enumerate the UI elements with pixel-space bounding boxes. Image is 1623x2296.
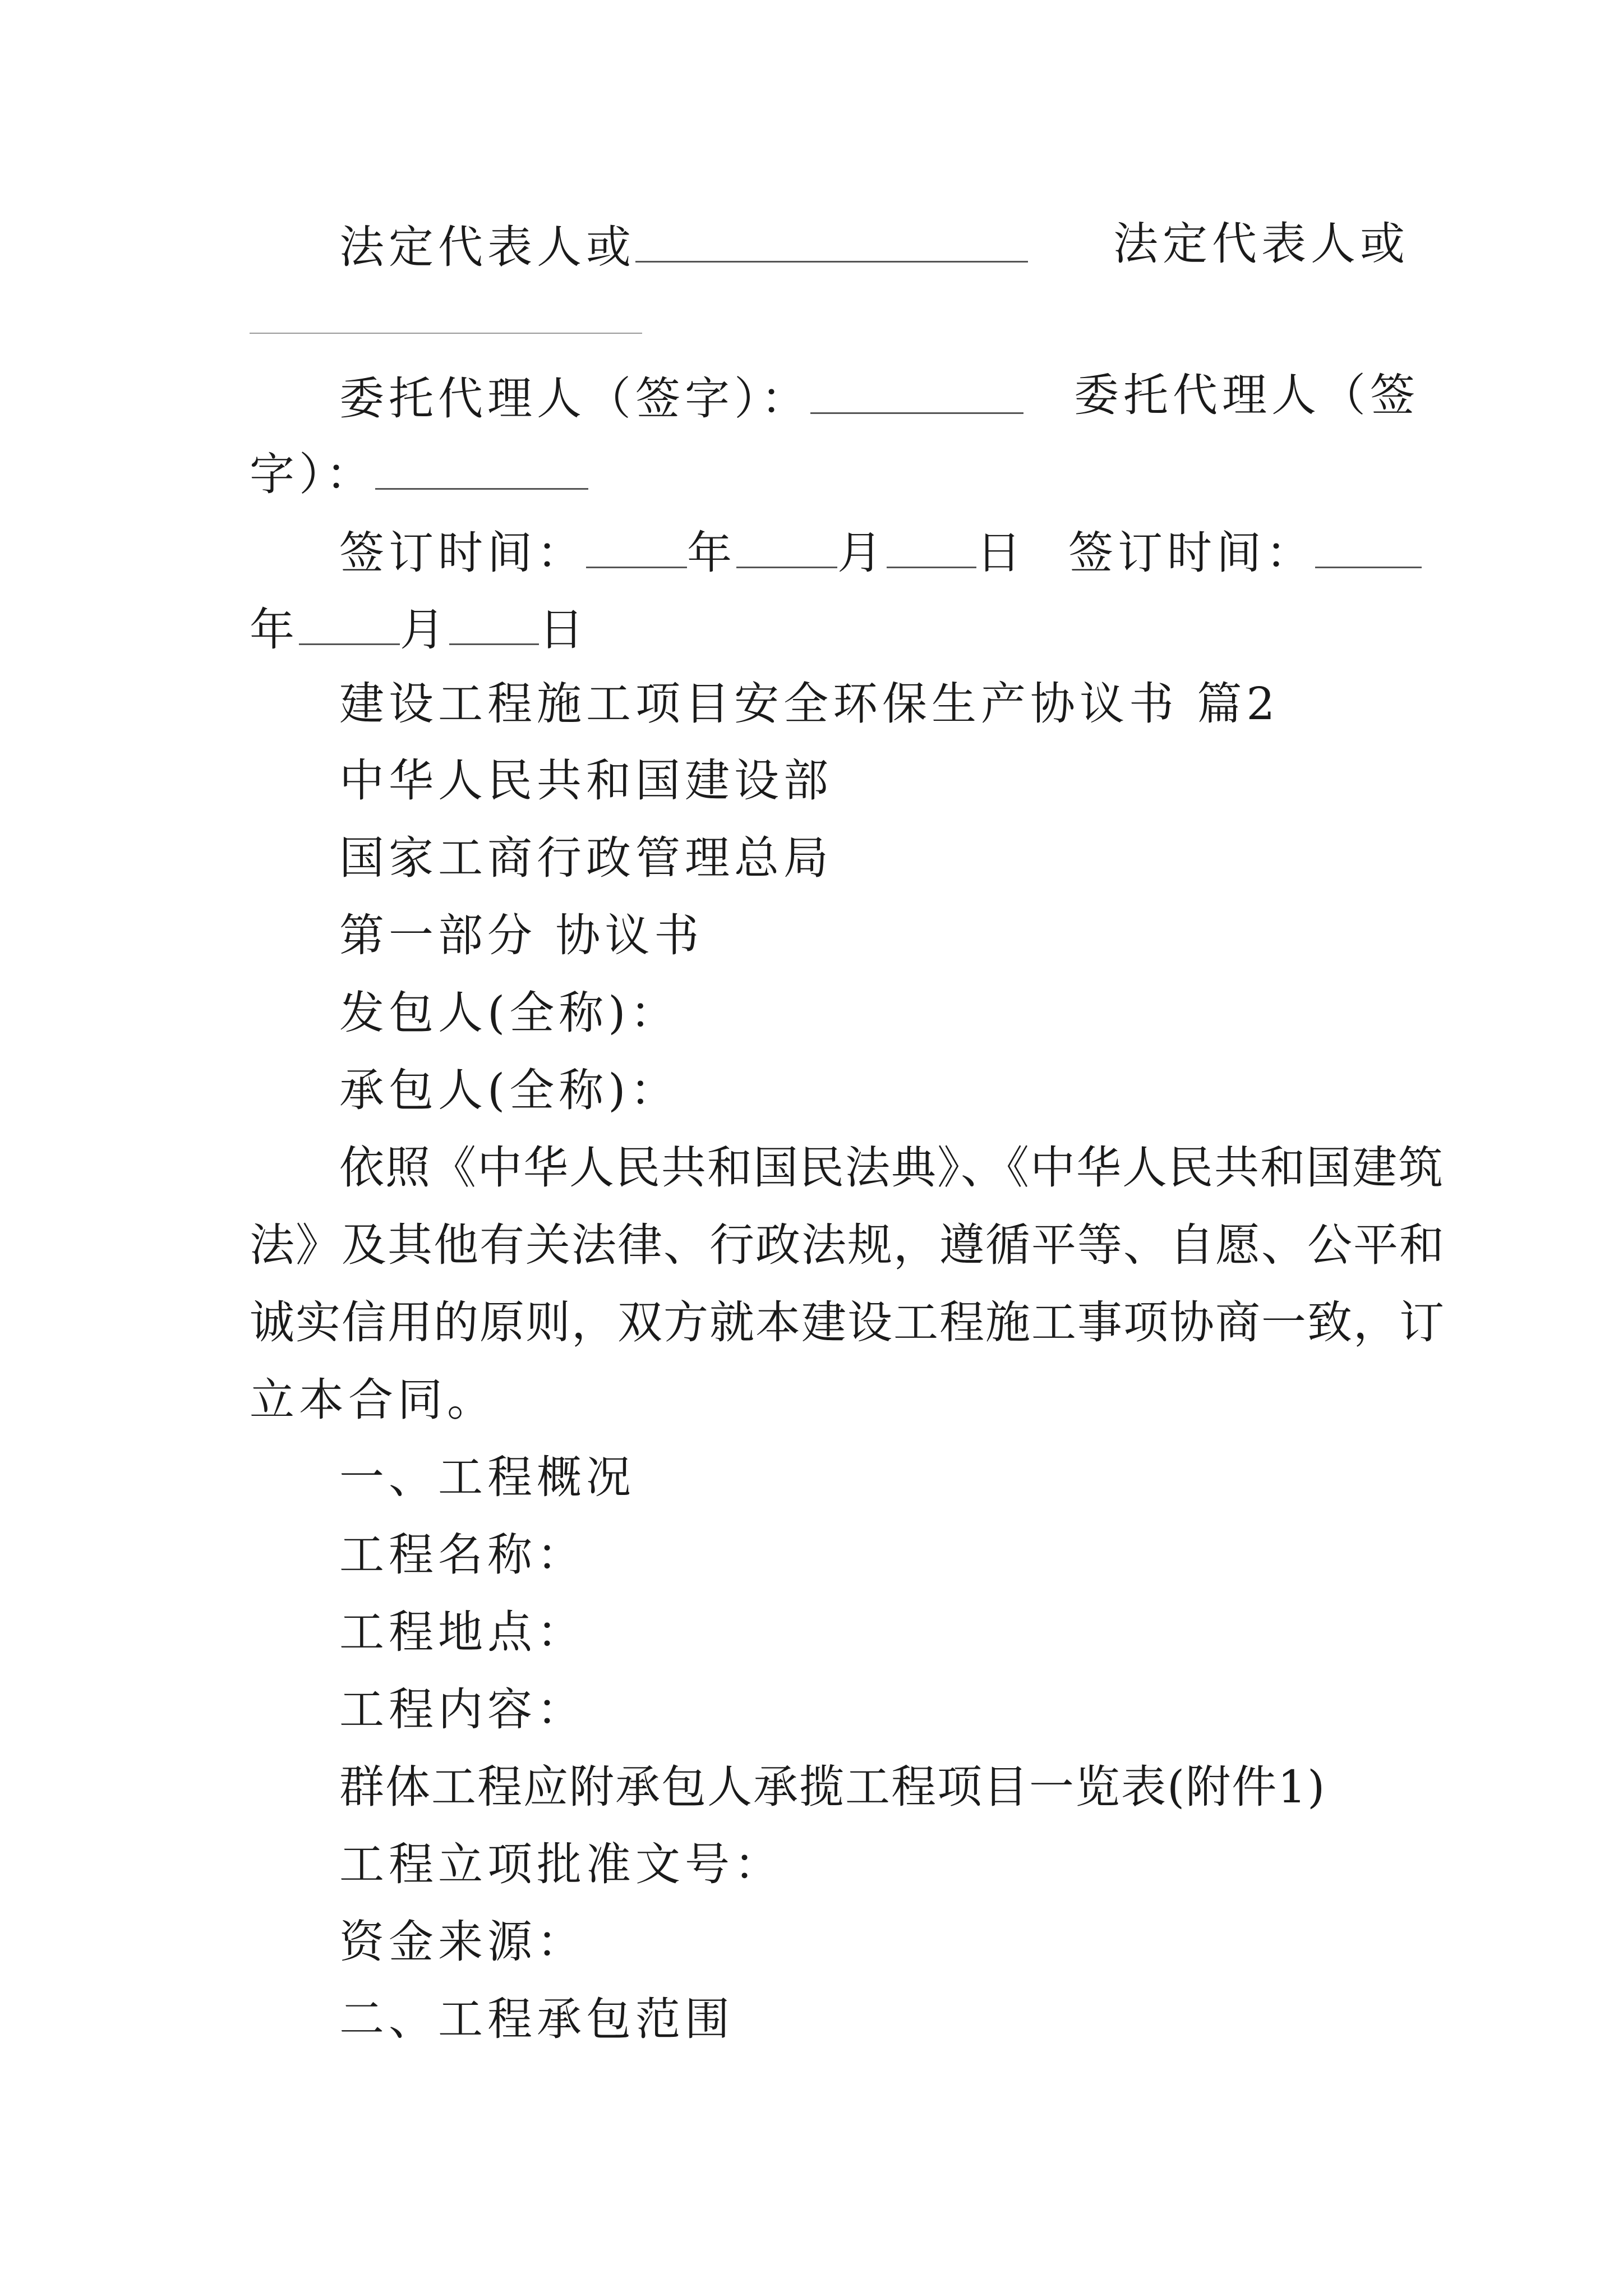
date-label-right: 签订时间：: [1068, 527, 1315, 579]
date-month-blank-right: [299, 604, 400, 645]
fund-source-field: 资金来源：: [339, 1916, 586, 1968]
contractor-field: 承包人(全称)：: [339, 1064, 680, 1116]
date-day-right: 日: [539, 604, 588, 656]
employer-field: 发包人(全称)：: [339, 987, 680, 1039]
date-month-left: 月: [837, 527, 887, 579]
date-month-blank-left: [736, 527, 837, 568]
approval-number-field: 工程立项批准文号：: [339, 1838, 783, 1890]
part-title: 第一部分 协议书: [339, 909, 704, 961]
project-content-field: 工程内容：: [339, 1683, 586, 1736]
agent-blank-right: [375, 449, 588, 490]
group-project-note: 群体工程应附承包人承揽工程项目一览表(附件1): [339, 1761, 1326, 1813]
date-line-left: [339, 527, 1026, 579]
rep-label-left: 法定代表人或: [339, 221, 635, 273]
date-year-right: 年: [250, 604, 299, 656]
preamble-line-4: 立本合同。: [250, 1374, 496, 1426]
date-line-right: [1068, 527, 1422, 579]
section-title: 建设工程施工项目安全环保生产协议书 篇2: [339, 678, 1280, 730]
rep-label-right: 法定代表人或: [1113, 218, 1409, 270]
date-day-blank-left: [887, 527, 976, 568]
heading-project-overview: 一、工程概况: [339, 1451, 635, 1503]
date-line-right-continued: [250, 604, 588, 656]
agent-label-left: 委托代理人（签字）：: [339, 372, 810, 425]
issuer-1: 中华人民共和国建设部: [339, 754, 833, 807]
agent-blank-left: [810, 373, 1023, 414]
preamble-line-1: 依照《中华人民共和国民法典》、《中华人民共和国建筑: [339, 1142, 1444, 1194]
project-location-field: 工程地点：: [339, 1606, 586, 1658]
date-day-left: 日: [976, 527, 1026, 579]
agent-line-left: [339, 372, 1023, 425]
agent-label-right-2: 字）：: [250, 448, 375, 500]
rep-blank-right: [250, 298, 642, 334]
preamble-line-2: 法》及其他有关法律、行政法规，遵循平等、自愿、公平和: [250, 1219, 1445, 1271]
agent-label-right-1: 委托代理人（签: [1074, 369, 1419, 421]
rep-line-left: [339, 221, 1028, 273]
rep-line-right-continued: [250, 296, 642, 341]
date-year-blank-right: [1315, 527, 1422, 568]
date-year-left: 年: [687, 527, 736, 579]
date-month-right: 月: [400, 604, 449, 656]
rep-blank-left: [635, 222, 1028, 263]
issuer-2: 国家工商行政管理总局: [339, 832, 833, 884]
preamble-line-3: 诚实信用的原则，双方就本建设工程施工事项协商一致，订: [250, 1296, 1445, 1349]
date-day-blank-right: [449, 604, 539, 645]
project-name-field: 工程名称：: [339, 1529, 586, 1581]
heading-contract-scope: 二、工程承包范围: [339, 1993, 734, 2045]
date-year-blank-left: [586, 527, 687, 568]
agent-line-right-continued: [250, 448, 588, 500]
date-label-left: 签订时间：: [339, 527, 586, 579]
